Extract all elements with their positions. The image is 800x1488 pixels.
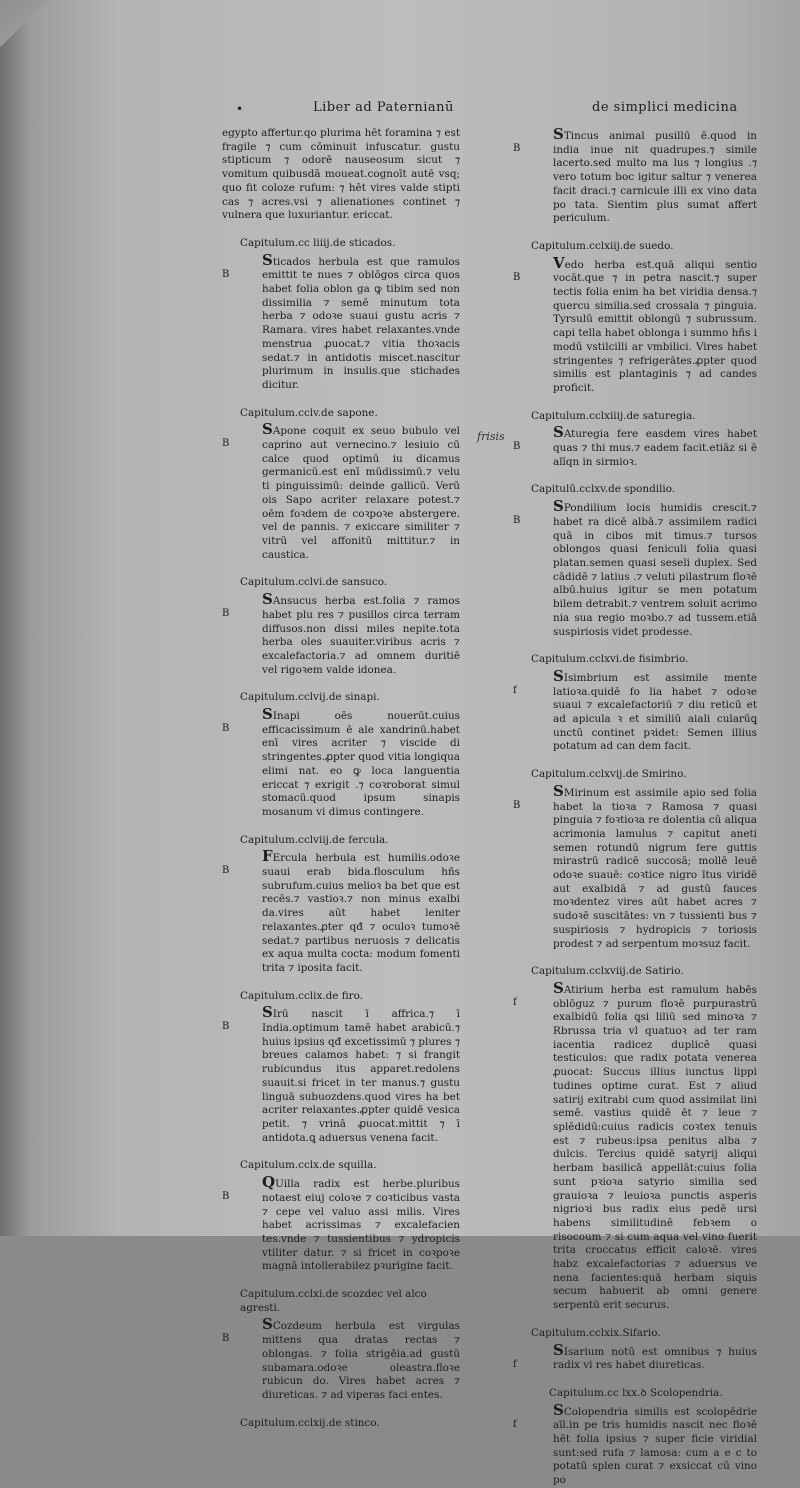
chapter-heading: Capitulū.cclxv.de spondilio. <box>531 483 676 496</box>
chapter-heading: Capitulum.cclxvi.de fisimbrio. <box>531 653 689 666</box>
marginal-letter: f <box>513 1358 517 1370</box>
folded-corner <box>0 0 48 48</box>
initial-capital: Q <box>262 1173 276 1192</box>
initial-capital: S <box>262 250 273 269</box>
chapter-heading: Capitulum.cclvi.de sansuco. <box>240 576 388 589</box>
entry-body: Ansucus herba est.folia ⁊ ramos habet plu res ⁊ pusillos circa terram diffusos.non dissi miles nepite.tota herba oles suauiter.viribus acris ⁊ excalefactoria.⁊ ad omnem duritiē vel rigoꝛem valde idonea. <box>262 595 460 676</box>
entry-body: ticados herbula est que ramulos emittit te nues ⁊ oblōgos circa quos habet folia oblon ga ꝙ tibim sed non dissimilia ⁊ semē minutum tota herba ⁊ odoꝛe suaui gustu acris ⁊ Ramara. vires habet relaxantes.vnde menstrua ꝓuocat.⁊ vitia thoꝛacis sedat.⁊ in antidotis miscet.nascitur plurimum in insulis.que stichades dicitur. <box>262 255 460 391</box>
chapter-heading: Capitulum.cclx.de squilla. <box>240 1159 377 1172</box>
entry-body: edo herba est.quā aliqui sentio vocāt.que ⁊ in petra nascit.⁊ super tectis folia enim ha bet viridia densa.⁊ quercu similia.sed crossala ⁊ pinguia. Tyrsulū emittit oblongū ⁊ subrussum. capi tella habet oblonga i summo hñs i modū vstilcilli ar vmbilici. Vires habet stringentes ⁊ refrigerātes.ꝓpter quod similis est plantaginis ⁊ ad candes proficit. <box>553 258 757 394</box>
entry-text <box>262 1315 460 1402</box>
entry-body: Tincus animal pusillū ē.quod in india inue nit quadrupes.⁊ simile lacerto.sed multo ma lus ⁊ longius .⁊ vero totum boc igitur saltur ⁊ venerea facit draci.⁊ carnicule illi ex vino data po tata. Sientim plus sumat affert periculum. <box>553 130 757 225</box>
initial-capital: S <box>553 125 564 143</box>
chapter-entry <box>513 423 757 469</box>
margin-annotation: frisis <box>477 430 505 443</box>
chapter-entry <box>513 253 757 396</box>
chapter-entry <box>222 1173 460 1274</box>
entry-text <box>262 590 460 677</box>
entry-text <box>553 666 757 754</box>
header-mark: • <box>236 102 244 116</box>
marginal-letter: B <box>222 608 230 620</box>
chapter-entry <box>222 705 460 820</box>
initial-capital: S <box>553 1340 564 1359</box>
chapter-entry <box>513 978 757 1313</box>
entry-text <box>262 420 460 562</box>
entry-text <box>262 1003 460 1145</box>
initial-capital: S <box>553 423 564 442</box>
initial-capital: S <box>262 1315 273 1334</box>
initial-capital: F <box>262 847 273 866</box>
chapter-heading: Capitulum.cclxij.de stinco. <box>240 1416 380 1429</box>
entry-text <box>553 1400 757 1488</box>
marginal-letter: f <box>513 684 517 696</box>
entry-text <box>553 781 757 951</box>
chapter-entry <box>222 590 460 677</box>
entry-body: Isarium notū est omnibus ⁊ huius radix vi res habet diureticas. <box>553 1345 757 1372</box>
entry-body: Aturegia fere easdem vires habet quas ⁊ thi mus.⁊ eadem facit.etiāz si ē alīqn in sirmioꝛ. <box>553 428 757 468</box>
chapter-entry <box>513 781 757 951</box>
chapter-heading: Capitulum.cclxvij.de Smirino. <box>531 768 687 781</box>
chapter-entry <box>222 1315 460 1402</box>
chapter-heading: Capitulum.cclvij.de sinapi. <box>240 691 380 704</box>
chapter-entry <box>513 497 757 639</box>
entry-body: Apone coquit ex seuo bubulo vel caprino aut vernecino.⁊ lesiuio cū calce quod optimū iu dicamus germanicū.est enī mūdissimū.⁊ velu ti pinguissimū: deinde gallicū. Verū ois Sapo acriter relaxare potest.⁊ oēm foꝛdem de coꝛpoꝛe abstergere. vel de pannis. ⁊ exiccare similiter ⁊ vitrū vel affonitū mittitur.⁊ in caustica. <box>262 425 460 561</box>
right-column <box>513 125 757 1488</box>
entry-body: Uilla radix est herbe.pluribus notaest eiuj coloꝛe ⁊ coꝛticibus vasta ⁊ cepe vel valuo assi milis. Vires habet acrissimas ⁊ excalefacien tes.vnde ⁊ tussientibus ⁊ ydropicis vtiliter datur. ⁊ si fricet in coꝛpoꝛe magnā intollerabilez pꝛurigine facit. <box>262 1178 460 1273</box>
marginal-letter: B <box>222 1333 230 1345</box>
entry-text <box>553 978 757 1313</box>
marginal-letter: B <box>222 723 230 735</box>
entry-body: Isimbrium est assimile mente latioꝛa.quidē fo lia habet ⁊ odoꝛe suaui ⁊ excalefactoriū ⁊ diu reticū et ad apicula ꝛ et similiū aiali cularūꝗ unctū continet pꝛidet: Semen illius potatum ad can dem facit. <box>553 671 757 753</box>
chapter-heading: Capitulum.cc lxx.ꝺ Scolopendria. <box>549 1386 723 1399</box>
left-column <box>222 127 460 1433</box>
running-header-right: de simplici medicina <box>592 100 738 115</box>
initial-capital: S <box>553 1400 564 1419</box>
chapter-heading: Capitulum.cclxviij.de Satirio. <box>531 965 684 978</box>
initial-capital: S <box>262 705 273 724</box>
chapter-heading: Capitulum.cclv.de sapone. <box>240 406 378 419</box>
chapter-heading: Capitulum.cclxi.de scozdec vel alco agresti. <box>240 1288 427 1314</box>
initial-capital: S <box>262 420 273 439</box>
chapter-entry <box>222 1003 460 1145</box>
entry-text <box>553 497 757 639</box>
entry-text <box>262 705 460 820</box>
chapter-heading: Capitulum.cc liiij.de sticados. <box>240 236 396 249</box>
chapter-entry <box>222 250 460 393</box>
chapter-heading: Capitulum.cclxix.Sifario. <box>531 1326 661 1339</box>
initial-capital: S <box>553 781 564 800</box>
running-header-left: Liber ad Paternianū <box>313 100 454 115</box>
entry-body: egypto affertur.qo plurima hēt foramina ⁊ est fragile ⁊ cum cōminuit infuscatur. gustu stipticum ⁊ odorē nauseosum sicut ⁊ vomitum quibusdā moueat.cognoīt autē vsq; quo fit coloze rufum: ⁊ hēt vires valde stipti cas ⁊ acres.vsi ⁊ alienationes continet ⁊ vulnera que luxuriantur. ericcat. <box>222 127 460 222</box>
chapter-entry <box>222 847 460 975</box>
marginal-letter: f <box>513 1418 517 1430</box>
marginal-letter: B <box>513 799 521 811</box>
entry-body: Ercula herbula est humilis.odoꝛe suaui erab bida.flosculum hñs subrufum.cuius melioꝛ ba bet que est recēs.⁊ vastioꝛ.⁊ non minus exalbi da.vires aūt habet leniter relaxantes.ꝓter qđ ⁊ oculoꝛ tumoꝛē sedat.⁊ partibus neruosis ⁊ delicatis ex aqua multa cocta: modum fomenti trita ⁊ iposita facit. <box>262 852 460 974</box>
chapter-heading: Capitulum.cclviij.de fercula. <box>240 833 389 846</box>
initial-capital: S <box>553 666 564 685</box>
entry-body: Colopendria similis est scolopēdrie aīl.in pe tris humidis nascit nec floꝛē hēt folia ipsius ⁊ super ficie viridial sunt:sed rufa ⁊ lamosa: cum a e c to potatū splen curat ⁊ exsiccat cū vino po <box>553 1405 757 1487</box>
marginal-letter: B <box>222 268 230 280</box>
chapter-entry <box>222 127 460 223</box>
chapter-entry <box>513 666 757 754</box>
chapter-heading: Capitulum.cclxiiij.de saturegia. <box>531 409 696 422</box>
chapter-heading: Capitulum.cclix.de firo. <box>240 989 363 1002</box>
entry-body: Atirium herba est ramulum habēs oblōguz ⁊ purum floꝛē purpurastrū exalbidū folia ꝗsi liliū sed minoꝛa ⁊ Rbrussa tria vl quatuoꝛ ad ter ram iacentia radicez duplicē quasi testiculos: que radix potata venerea ꝓuocat: Succus illius iunctus lippi tudines optime curat. Est ⁊ aliud satirij exitrabi cum quod assimilat lini semē. vastius quidē ēt ⁊ leue ⁊ splēdidū:cuius radicis coꝛtex tenuis est ⁊ rubeus:ipsa penitus alba ⁊ dulcis. Tercius quidē satyrij aliqui herbam basilicā appellāt:cuius folia sunt pꝛioꝛa satyrio similia sed grauioꝛa ⁊ leuioꝛa punctis asperis nigrioꝛi bus radix eius pedē ursi habens similitudinē febꝛem o risocoum ⁊ si cum aqua vel vino fuerit trita croccatus efficit caloꝛē. vires habz excalefactorias ⁊ aduersus ve nena facientes:quā herbam siquis secum habuerit ab omni genere serpentū erit securus. <box>553 983 757 1312</box>
entry-text <box>553 1340 757 1373</box>
entry-text <box>553 423 757 469</box>
initial-capital: S <box>262 590 273 609</box>
chapter-entry <box>513 1340 757 1373</box>
marginal-letter: B <box>222 1191 230 1203</box>
chapter-entry <box>513 125 757 226</box>
entry-text <box>553 125 757 226</box>
chapter-entry <box>222 420 460 562</box>
marginal-letter: B <box>222 438 230 450</box>
marginal-letter: B <box>513 441 521 453</box>
entry-text <box>222 127 460 223</box>
entry-body: Pondilium locis humidis crescit.⁊ habet ra dicē albā.⁊ assimilem radici quā in cibos mit timus.⁊ tursos oblongos quasi feniculi folia quasi platan.semen quasi seseli duplex. Sed cādidē ⁊ latius .⁊ veluti pilastrum floꝛē albū.huius igitur se men potatum bilem detrabit.⁊ ventrem soluit acrimo nia sua regio moꝛbo.⁊ ad tussem.etiā suspiriosis videt prodesse. <box>553 502 757 638</box>
entry-body: Mirinum est assimile apio sed folia habet la tioꝛa ⁊ Ramosa ⁊ quasi pinguia ⁊ foꝛtioꝛa re dolentia cū aliqua acrimonia lamulus ⁊ capitut aneti semen rotundū nigrum fere guttis mirastrū radicē succosā; mollē leuē odoꝛe suauē: coꝛtice nigro ītus viridē aut exalbidā ⁊ ad gustū fauces moꝛdentez vires aūt habet acres ⁊ sudoꝛē suscitātes: vn ⁊ tussienti bus ⁊ suspiriosis ⁊ hydropicis ⁊ toriosis prodest ⁊ ad serpentum moꝛsuz facit. <box>553 786 757 950</box>
chapter-entry <box>513 1400 757 1488</box>
marginal-letter: B <box>513 271 521 283</box>
marginal-letter: f <box>513 996 517 1008</box>
entry-text <box>553 253 757 396</box>
marginal-letter: B <box>513 143 521 154</box>
marginal-letter: B <box>513 515 521 527</box>
entry-body: Irū nascit ī affrica.⁊ ī India.optimum tamē habet arabicū.⁊ huius ipsius qđ excetissimū ⁊ plures ⁊ breues calamos habet: ⁊ si frangit rubicundus itus apparet.redolens suauit.si fricet in ter manus.⁊ gustu linguā subuozdens.quod vires ha bet acriter relaxantes.ꝓpter quidē vesica petit. ⁊ vrinā ꝓuocat.mittit ⁊ ī antidota.ꝗ aduersus venena facit. <box>262 1008 460 1144</box>
initial-capital: V <box>553 253 565 272</box>
marginal-letter: B <box>222 865 230 877</box>
initial-capital: S <box>262 1003 273 1022</box>
entry-text <box>262 847 460 975</box>
entry-body: Cozdeum herbula est virgulas mittens qua dratas rectas ⁊ oblongas. ⁊ folia strigēia.ad gustū subamara.odoꝛe oleastra.floꝛe rubicun do. Vires habet acres ⁊ diureticas. ⁊ ad viperas faci entes. <box>262 1320 460 1401</box>
chapter-heading: Capitulum.cclxiij.de suedo. <box>531 239 674 252</box>
entry-text <box>262 250 460 393</box>
initial-capital: S <box>553 978 564 997</box>
entry-body: Inapi oēs nouerūt.cuius efficacissimum ē ale xandrinū.habet enī vires acriter ⁊ viscide di stringentes.ꝓpter quod vitia longiqua elimi nat. eo ꝙ loca languentia ericcat ⁊ exrigit .⁊ coꝛroborat simul stomacū.quod ipsum sinapis mosanum vi dimus contingere. <box>262 710 460 818</box>
marginal-letter: B <box>222 1021 230 1033</box>
initial-capital: S <box>553 497 564 516</box>
entry-text <box>262 1173 460 1274</box>
